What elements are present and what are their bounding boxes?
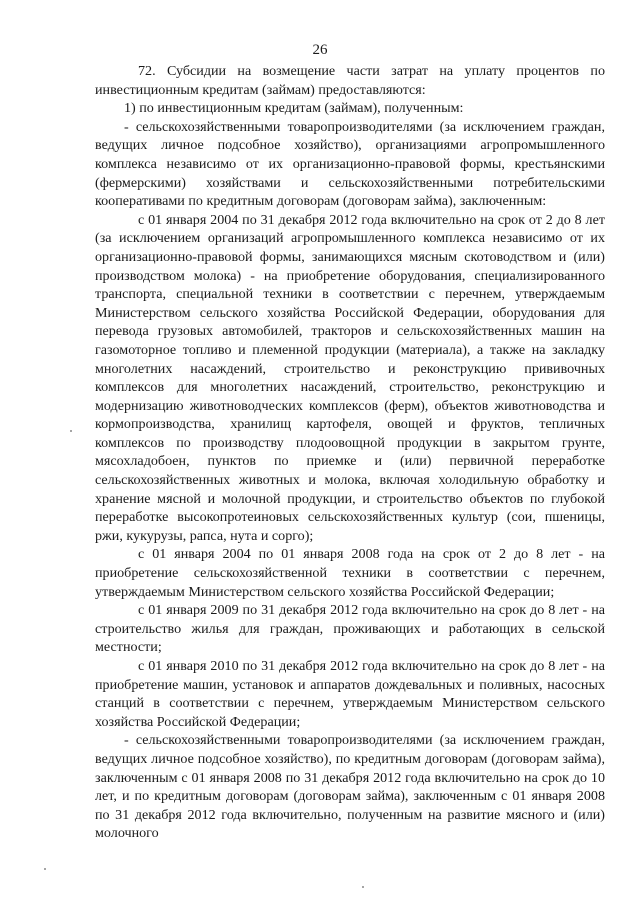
paragraph-period-2004-2012: с 01 января 2004 по 31 декабря 2012 года включительно на срок от 2 до 8 лет (за исключением организаций агропромышленного комплекса независимо от их организационно-правовой формы, занимающихся мясным скотоводством и (или) производством молока) - на приобретение оборудования, специализированного транспорта, специальной техники в соответствии с перечнем, утверждаемым Министерством сельского хозяйства Российской Федерации, оборудования для перевода грузовых автомобилей, тракторов и сельскохозяйственных машин на газомоторное топливо и племенной продукции (материала), а также на закладку многолетних насаждений, строительство и реконструкцию прививочных комплексов для многолетних насаждений, строительство, реконструкцию и модернизацию животноводческих комплексов (ферм), объектов животноводства и кормопроизводства, хранилищ картофеля, овощей и фруктов, тепличных комплексов по производству плодоовощной продукции в закрытом грунте, мясохладобоен, пунктов по приемке и (или) первичной переработке сельскохозяйственных животных и молока, включая холодильную обработку и хранение мясной и молочной продукции, и строительство объектов по глубокой переработке высокопротеиновых сельскохозяйственных культур (сои, пшеницы, ржи, кукурузы, рапса, нута и сорго); — [95, 211, 605, 544]
paragraph-period-2004-2008: с 01 января 2004 по 01 января 2008 года на срок от 2 до 8 лет - на приобретение сельскохозяйственной техники в соответствии с перечнем, утверждаемым Министерством сельского хозяйства Российской Федерации; — [95, 546, 605, 600]
scan-speck — [70, 430, 72, 432]
paragraph-period-2009-2012: с 01 января 2009 по 31 декабря 2012 года включительно на срок до 8 лет - на строительство жилья для граждан, проживающих и работающих в сельской местности; — [95, 602, 605, 656]
document-body — [95, 62, 605, 843]
paragraph-recipients-group-1: - сельскохозяйственными товаропроизводителями (за исключением граждан, ведущих личное подсобное хозяйство), организациями агропромышленного комплекса независимо от их организационно-правовой формы, крестьянскими (фермерскими) хозяйствами и сельскохозяйственными потребительскими кооперативами по кредитным договорам (договорам займа), заключенным: — [95, 118, 605, 210]
scan-speck — [44, 868, 46, 870]
paragraph-period-2010-2012: с 01 января 2010 по 31 декабря 2012 года включительно на срок до 8 лет - на приобретение машин, установок и аппаратов дождевальных и поливных, насосных станций в соответствии с перечнем, утверждаемым Министерством сельского хозяйства Российской Федерации; — [95, 658, 605, 730]
paragraph-72-heading: 72. Субсидии на возмещение части затрат на уплату процентов по инвестиционным кредитам (займам) предоставляются: — [95, 63, 605, 98]
scan-speck — [362, 886, 364, 888]
page-number: 26 — [312, 42, 328, 58]
paragraph-item-1: 1) по инвестиционным кредитам (займам), полученным: — [124, 100, 464, 117]
paragraph-recipients-group-2: - сельскохозяйственными товаропроизводителями (за исключением граждан, ведущих личное подсобное хозяйство), по кредитным договорам (договорам займа), заключенным с 01 января 2008 по 31 декабря 2012 года включительно на срок до 10 лет, и по кредитным договорам (договорам займа), заключенным с 01 января 2008 по 31 декабря 2012 года включительно, полученным на развитие мясного и (или) молочного — [95, 732, 605, 842]
